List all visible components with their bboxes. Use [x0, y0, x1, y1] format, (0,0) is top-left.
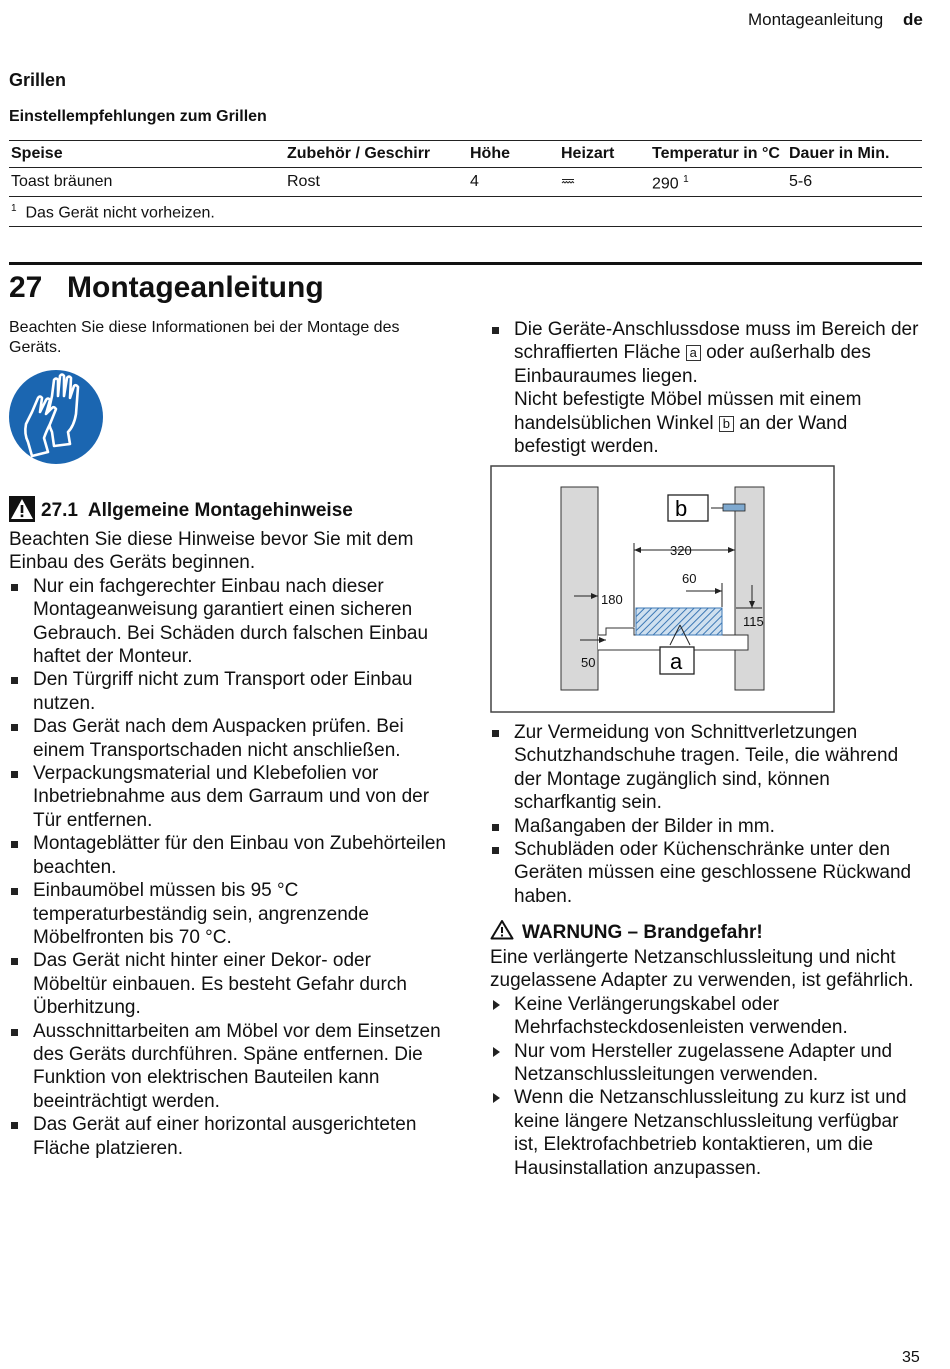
- socket-text-1: Die Geräte-Anschlussdose muss im Bereich der schraffierten Fläche: [514, 319, 919, 364]
- list-item: Schubläden oder Küchenschränke unter den Geräten müssen eine geschlossene Rückwand haben.: [490, 838, 922, 908]
- col-header-temperatur: Temperatur in °C: [652, 145, 780, 162]
- right-column-top: [490, 318, 922, 458]
- running-header-title: Montageanleitung: [748, 10, 884, 29]
- table-footnote-row: [9, 197, 922, 226]
- grillen-heading: Grillen: [9, 70, 67, 90]
- col-header-speise: Speise: [11, 145, 63, 162]
- left-column: [9, 528, 449, 1160]
- cell-speise: Toast bräunen: [11, 173, 113, 191]
- dim-180: 180: [601, 592, 623, 607]
- diagram-label-b: b: [675, 496, 688, 521]
- fix-text-2: an der Wand befestigt werden.: [514, 412, 848, 458]
- chapter-rule: [9, 262, 922, 265]
- warning-text: Eine verlängerte Netzanschlussleitung und nicht zugelassene Adapter zu verwenden, ist gefährlich.: [490, 947, 914, 992]
- list-item: Maßangaben der Bilder in mm.: [490, 815, 922, 838]
- list-item: Ausschnittarbeiten am Möbel vor dem Einsetzen des Geräts durchführen. Späne entfernen. Die Funktion von elektrischen Bauteilen kann beeinträchtigt werden.: [9, 1020, 449, 1114]
- chapter-title: Montageanleitung: [67, 271, 324, 304]
- grillen-table-title: Einstellempfehlungen zum Grillen: [9, 108, 267, 125]
- warning-triangle-outline-icon: [490, 919, 514, 940]
- montage-hint-list: [9, 575, 449, 1160]
- list-item: Montageblätter für den Einbau von Zubehörteilen beachten.: [9, 832, 449, 879]
- grill-large-area-icon: [561, 178, 575, 186]
- label-b-box: b: [719, 416, 734, 432]
- label-a-box: a: [686, 345, 701, 361]
- list-item: Nur vom Hersteller zugelassene Adapter und Netzanschlussleitungen verwenden.: [490, 1040, 922, 1087]
- col-header-hoehe: Höhe: [470, 145, 510, 162]
- list-item: Einbaumöbel müssen bis 95 °C temperaturbeständig sein, angrenzende Möbelfronten bis 70 °C.: [9, 879, 449, 949]
- chapter-intro: Beachten Sie diese Informationen bei der Montage des Geräts.: [9, 319, 400, 356]
- footnote-text: Das Gerät nicht vorheizen.: [25, 204, 215, 222]
- col-header-heizart: Heizart: [561, 145, 615, 162]
- grillen-table: [9, 140, 922, 227]
- chapter-heading: [9, 271, 324, 305]
- list-item: Zur Vermeidung von Schnittverletzungen Schutzhandschuhe tragen. Teile, die während der Montage zugänglich sind, können scharfkantig sein.: [490, 721, 922, 815]
- section-number: 27.1: [41, 500, 78, 521]
- cell-zubehoer: Rost: [287, 173, 320, 191]
- col-header-dauer: Dauer in Min.: [789, 145, 890, 162]
- fix-text-1: Nicht befestigte Möbel müssen mit einem handelsüblichen Winkel: [514, 389, 862, 434]
- list-item: Das Gerät nicht hinter einer Dekor- oder Möbeltür einbauen. Es besteht Gefahr durch Überhitzung.: [9, 949, 449, 1019]
- list-item: Nur ein fachgerechter Einbau nach dieser Montageanweisung garantiert einen sicheren Gebrauch. Bei Schäden durch falschen Einbau haftet der Monteur.: [9, 575, 449, 669]
- cell-hoehe: 4: [470, 173, 479, 191]
- mounting-bracket: [723, 504, 745, 511]
- warning-body: [490, 946, 922, 1180]
- dim-60: 60: [682, 571, 697, 586]
- warning-title: WARNUNG – Brandgefahr!: [522, 922, 763, 943]
- list-item: Verpackungsmaterial und Klebefolien vor Inbetriebnahme aus dem Garraum und von der Tür entfernen.: [9, 762, 449, 832]
- list-item: Keine Verlängerungskabel oder Mehrfachsteckdosenleisten verwenden.: [490, 993, 922, 1040]
- cell-dauer: 5-6: [789, 173, 813, 191]
- dim-50: 50: [581, 655, 596, 670]
- right-column-middle: [490, 721, 922, 908]
- hatched-socket-area: [636, 608, 722, 635]
- section-intro: Beachten Sie diese Hinweise bevor Sie mit dem Einbau des Geräts beginnen.: [9, 529, 414, 574]
- list-item: Das Gerät nach dem Auspacken prüfen. Bei einem Transportschaden nicht anschließen.: [9, 715, 449, 762]
- dim-115: 115: [743, 614, 764, 629]
- chapter-number: 27: [9, 271, 43, 304]
- diagram-label-a: a: [670, 649, 683, 674]
- col-header-zubehoer: Zubehör / Geschirr: [287, 145, 431, 162]
- warning-steps: [490, 993, 922, 1180]
- section-title: Allgemeine Montagehinweise: [87, 500, 353, 521]
- warning-heading: [490, 919, 763, 944]
- table-row: [9, 168, 922, 197]
- list-item: Den Türgriff nicht zum Transport oder Einbau nutzen.: [9, 668, 449, 715]
- socket-text-2: oder außerhalb des Einbauraumes liegen.: [514, 342, 871, 387]
- footnote-mark: 1: [11, 203, 17, 215]
- warning-triangle-icon: [9, 496, 35, 522]
- protective-gloves-icon: [8, 366, 104, 468]
- page-number: 35: [902, 1349, 920, 1366]
- list-item: Wenn die Netzanschlussleitung zu kurz ist und keine längere Netzanschlussleitung verfügbar ist, Elektrofachbetrieb kontaktieren, um die Hausinstallation anzupassen.: [490, 1086, 922, 1180]
- dim-320: 320: [670, 543, 692, 558]
- list-item: [490, 318, 922, 458]
- running-header-language: de: [903, 10, 923, 29]
- installation-diagram: [490, 465, 835, 713]
- footnote-ref: 1: [683, 174, 689, 185]
- cell-temperatur: 290: [652, 175, 679, 193]
- right-cabinet-wall: [735, 487, 764, 690]
- table-header-row: [9, 141, 922, 168]
- list-item: Das Gerät auf einer horizontal ausgerichteten Fläche platzieren.: [9, 1113, 449, 1160]
- section-heading: [9, 496, 353, 522]
